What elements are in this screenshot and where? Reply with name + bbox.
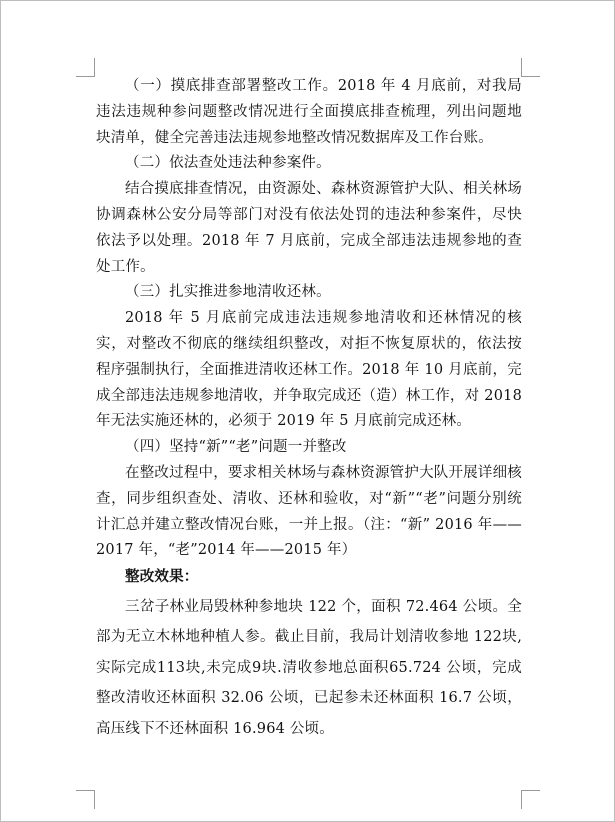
- section-3-heading: （三）扎实推进参地清收还林。: [125, 284, 331, 301]
- section-2-heading: （二）依法查处违法种参案件。: [125, 155, 331, 172]
- effect-heading: 整改效果：: [125, 568, 199, 586]
- margin-corner-top-right: [521, 58, 540, 77]
- section-1-paragraph: （一）摸底排查部署整改工作。2018 年 4 月底前，对我局违法违规种参问题整改情况进行全面摸底排查梳理，列出问题地块清单，健全完善违法违规参地整改情况数据库及工作台账。: [96, 78, 522, 146]
- section-2-paragraph: 结合摸底排查情况，由资源处、森林资源管护大队、相关林场协调森林公安分局等部门对没有依法处罚的违法种参案件，尽快依法予以处理。2018 年 7 月底前，完成全部违法违规参地的查处工作。: [96, 181, 522, 275]
- effect-paragraph: 三岔子林业局毁林种参地块 122 个，面积 72.464 公顷。全部为无立木林地种植人参。截止目前，我局计划清收参地 122块,实际完成113块,未完成9块.清收参地总面积65.724 公顷，完成整改清收还林面积 32.06 公顷，已起参未还林面积 16.7 公顷，高压线下不还林面积 16.964 公顷。: [96, 598, 522, 737]
- section-3-paragraph: 2018 年 5 月底前完成违法违规参地清收和还林情况的核实，对整改不彻底的继续组织整改，对拒不恢复原状的，依法按程序强制执行，全面推进清收还林工作。2018 年 10 月底前，完成全部违法违规参地清收，并争取完成还（造）林工作，对 2018 年无法实施还林的，必须于 2019 年 5 月底前完成还林。: [96, 310, 522, 430]
- section-4-paragraph: 在整改过程中，要求相关林场与森林资源管护大队开展详细核查，同步组织查处、清收、还林和验收，对“新”“老”问题分别统计汇总并建立整改情况台账，一并上报。（注：“新” 2016 年——2017 年，“老”2014 年——2015 年）: [96, 464, 522, 559]
- section-4-heading: （四）坚持“新”“老”问题一并整改: [125, 439, 347, 456]
- margin-corner-bottom-left: [76, 790, 95, 809]
- margin-corner-top-left: [76, 58, 95, 77]
- document-body: [96, 74, 522, 744]
- margin-corner-bottom-right: [521, 790, 540, 809]
